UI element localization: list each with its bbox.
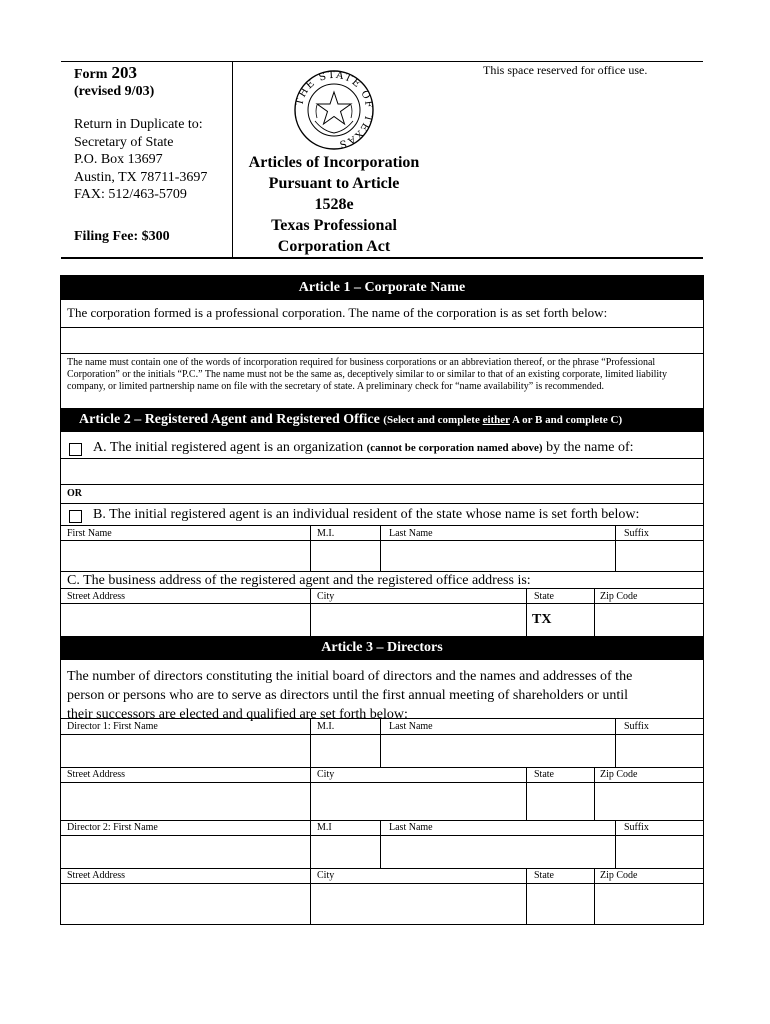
instruction-either: either (482, 414, 510, 426)
rule (61, 718, 703, 719)
rule (61, 868, 703, 869)
return-line: P.O. Box 13697 (74, 152, 163, 167)
article2-heading-instruction (383, 414, 622, 426)
col-state: State (534, 870, 554, 881)
director2-zip-field[interactable] (596, 885, 701, 922)
rule (380, 525, 381, 571)
rule (594, 767, 595, 820)
article2-heading-main: Article 2 – Registered Agent and Registered Office (79, 412, 380, 427)
rule (615, 820, 616, 868)
col-city: City (317, 591, 335, 602)
article1-name-note: The name must contain one of the words of incorporation required for business corporations or an abbreviation thereof, or the phrase “Professional Corporation” or the initials “P.C.” The name must not be the same as, deceptively similar to or similar to that of an existing corporate, limited liability company, or limited partnership name on file with the secretary of state. A preliminary check for “name availability” is recommended. (67, 357, 667, 393)
director1-street-field[interactable] (62, 784, 309, 818)
rule (61, 571, 703, 572)
col-director1-first-name: Director 1: First Name (67, 721, 158, 732)
director2-city-field[interactable] (312, 885, 525, 922)
article3-intro (67, 667, 632, 724)
agent-suffix-field[interactable] (617, 542, 701, 569)
filing-fee: Filing Fee: $300 (74, 229, 170, 244)
rule (310, 767, 311, 820)
return-line: Secretary of State (74, 134, 174, 150)
rule (310, 525, 311, 571)
intro-line: their successors are elected and qualified are set forth below: (67, 707, 408, 722)
return-line: Austin, TX 78711-3697 (74, 169, 208, 185)
option-b-text: B. The initial registered agent is an individual resident of the state whose name is set forth below: (93, 507, 640, 522)
form-number-block (74, 63, 137, 83)
col-street-address: Street Address (67, 591, 126, 602)
rule (310, 868, 311, 924)
col-city: City (317, 769, 335, 780)
rule (61, 883, 703, 884)
article3-heading: Article 3 – Directors (61, 636, 703, 660)
col-state: State (534, 769, 554, 780)
agent-last-name-field[interactable] (382, 542, 614, 569)
director2-last-name-field[interactable] (382, 837, 614, 866)
option-a-suffix: by the name of: (542, 440, 634, 455)
col-last-name: Last Name (389, 721, 433, 732)
col-suffix: Suffix (624, 822, 649, 833)
option-c-text: C. The business address of the registered agent and the registered office address is: (67, 573, 531, 588)
article2-heading (61, 408, 703, 432)
col-director2-first-name: Director 2: First Name (67, 822, 158, 833)
texas-state-seal (293, 69, 375, 151)
office-zip-field[interactable] (596, 605, 701, 635)
rule (61, 458, 703, 459)
col-street-address: Street Address (67, 769, 126, 780)
article1-intro: The corporation formed is a professional corporation. The name of the corporation is as set forth below: (67, 305, 608, 320)
title-line: Pursuant to Article (268, 175, 400, 192)
rule (61, 525, 703, 526)
rule (61, 484, 703, 485)
col-zip: Zip Code (600, 591, 638, 602)
option-a-text (93, 440, 634, 456)
rule (380, 820, 381, 868)
director1-zip-field[interactable] (596, 784, 701, 818)
rule (310, 588, 311, 636)
rule (380, 718, 381, 767)
rule (594, 868, 595, 924)
rule (61, 603, 703, 604)
rule (61, 588, 703, 589)
director2-mi-field[interactable] (312, 837, 379, 866)
col-last-name: Last Name (389, 822, 433, 833)
rule (61, 503, 703, 504)
rule (61, 353, 703, 354)
rule (310, 718, 311, 767)
director1-mi-field[interactable] (312, 736, 379, 766)
director1-last-name-field[interactable] (382, 736, 614, 766)
director2-suffix-field[interactable] (617, 837, 701, 866)
return-line: FAX: 512/463-5709 (74, 187, 187, 202)
director1-first-name-field[interactable] (62, 736, 309, 766)
corporation-name-field[interactable] (62, 329, 700, 351)
col-suffix: Suffix (624, 528, 649, 539)
agent-mi-field[interactable] (312, 542, 379, 569)
director2-first-name-field[interactable] (62, 837, 309, 866)
instruction-pre: (Select and complete (383, 414, 483, 426)
director1-state-field[interactable] (528, 784, 593, 818)
col-mi: M.I. (317, 721, 335, 732)
rule (61, 835, 703, 836)
col-last-name: Last Name (389, 528, 433, 539)
col-state: State (534, 591, 554, 602)
rule (594, 588, 595, 636)
rule (61, 734, 703, 735)
intro-line: person or persons who are to serve as directors until the first annual meeting of shareholders or until (67, 688, 629, 703)
col-mi: M.I. (317, 528, 335, 539)
director2-state-field[interactable] (528, 885, 593, 922)
col-zip: Zip Code (600, 870, 638, 881)
or-label: OR (67, 488, 82, 499)
organization-agent-name-field[interactable] (62, 460, 700, 482)
director2-street-field[interactable] (62, 885, 309, 922)
rule (526, 588, 527, 636)
rule (61, 767, 703, 768)
svg-text:THE STATE OF TEXAS: THE STATE OF TEXAS (294, 69, 375, 150)
title-line: Articles of Incorporation (248, 154, 420, 171)
director1-city-field[interactable] (312, 784, 525, 818)
office-street-field[interactable] (62, 605, 309, 635)
office-city-field[interactable] (312, 605, 525, 635)
form-word: Form (74, 67, 108, 82)
return-line: Return in Duplicate to: (74, 117, 203, 132)
rule (615, 718, 616, 767)
col-suffix: Suffix (624, 721, 649, 732)
intro-line: The number of directors constituting the initial board of directors and the names and addresses of the (67, 669, 633, 684)
col-zip: Zip Code (600, 769, 638, 780)
return-address (74, 116, 207, 204)
header-bottom-rule (61, 257, 703, 259)
col-street-address: Street Address (67, 870, 126, 881)
director1-suffix-field[interactable] (617, 736, 701, 766)
article1-heading: Article 1 – Corporate Name (61, 276, 703, 300)
form-number: 203 (111, 63, 137, 82)
office-use-note: This space reserved for office use. (483, 63, 648, 77)
rule (61, 820, 703, 821)
form-revised: (revised 9/03) (74, 84, 155, 99)
title-line: 1528e (314, 196, 354, 213)
rule (61, 540, 703, 541)
header-top-rule (61, 61, 703, 62)
office-state-field[interactable]: TX (532, 612, 552, 627)
rule (310, 820, 311, 868)
option-a-checkbox[interactable] (69, 443, 82, 456)
option-b-checkbox[interactable] (69, 510, 82, 523)
rule (61, 327, 703, 328)
col-mi: M.I (317, 822, 332, 833)
seal-icon (293, 69, 375, 151)
col-city: City (317, 870, 335, 881)
option-a-bold: (cannot be corporation named above) (366, 442, 543, 454)
rule (61, 782, 703, 783)
instruction-post: A or B and complete C) (509, 414, 623, 426)
title-line: Texas Professional (271, 217, 397, 234)
rule (615, 525, 616, 571)
agent-first-name-field[interactable] (62, 542, 309, 569)
rule (526, 767, 527, 820)
option-a-prefix: A. The initial registered agent is an organization (93, 440, 367, 455)
title-line: Corporation Act (277, 238, 391, 255)
col-first-name: First Name (67, 528, 112, 539)
rule (526, 868, 527, 924)
form-title (233, 152, 435, 257)
